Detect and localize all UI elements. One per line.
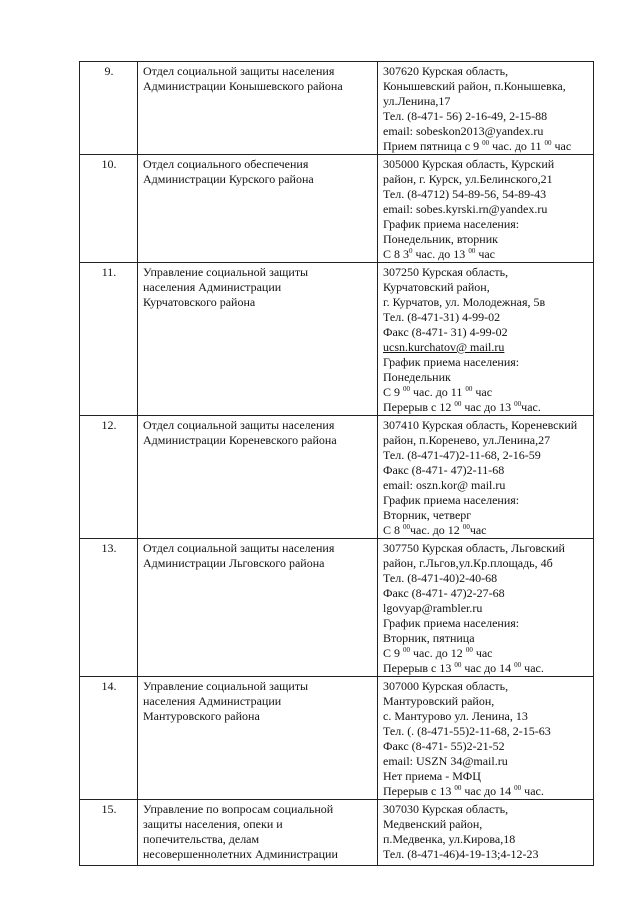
address-line: район, г. Курск, ул.Белинского,21 xyxy=(383,172,553,186)
department-name xyxy=(138,416,378,539)
address-line: Курчатовский район, xyxy=(383,280,490,294)
schedule-days: Понедельник, вторник xyxy=(383,232,498,246)
minutes-sup: 00 xyxy=(468,247,476,255)
name-line: Управление социальной защиты xyxy=(143,265,309,279)
row-number: 10. xyxy=(80,155,138,263)
schedule-text: С 8 xyxy=(383,523,404,537)
schedule-text: час. до 11 xyxy=(410,385,466,399)
phone-line: Тел. (8-471-46)4-19-13;4-12-23 xyxy=(383,847,539,861)
name-line: Администрации Курского района xyxy=(143,172,314,186)
minutes-sup: 00 xyxy=(403,523,411,531)
row-number: 14. xyxy=(80,677,138,800)
name-line: населения Администрации xyxy=(143,280,282,294)
department-name xyxy=(138,62,378,155)
fax-line: Факс (8-471- 47)2-27-68 xyxy=(383,586,505,600)
address-line: г. Курчатов, ул. Молодежная, 5в xyxy=(383,295,546,309)
phone-line: Тел. (8-4712) 54-89-56, 54-89-43 xyxy=(383,187,547,201)
address-line: район, г.Льгов,ул.Кр.площадь, 4б xyxy=(383,556,553,570)
schedule-text: С 8 3 xyxy=(383,247,410,261)
address-line: 307750 Курская область, Льговский xyxy=(383,541,565,555)
minutes-sup: 00 xyxy=(514,661,522,669)
name-line: Отдел социальной защиты населения xyxy=(143,541,335,555)
address-contacts xyxy=(378,263,594,416)
minutes-sup: 00 xyxy=(482,139,490,147)
schedule-line xyxy=(383,523,589,538)
row-number: 13. xyxy=(80,539,138,677)
minutes-sup: 00 xyxy=(544,139,552,147)
row-number: 11. xyxy=(80,263,138,416)
table-row xyxy=(80,416,594,539)
name-line: защиты населения, опеки и xyxy=(143,817,283,831)
minutes-sup: 0 xyxy=(409,247,413,255)
table-row xyxy=(80,539,594,677)
schedule-text: час. до 12 xyxy=(410,523,463,537)
email-line: lgovyap@rambler.ru xyxy=(383,601,483,615)
schedule-days: Вторник, четверг xyxy=(383,508,472,522)
name-line: несовершеннолетних Администрации xyxy=(143,847,338,861)
name-line: Администрации Льговского района xyxy=(143,556,325,570)
schedule-line xyxy=(383,385,589,400)
schedule-days: Понедельник xyxy=(383,370,451,384)
minutes-sup: 00 xyxy=(462,523,470,531)
schedule-text: С 9 xyxy=(383,385,404,399)
name-line: Администрации Кореневского района xyxy=(143,433,337,447)
name-line: Отдел социального обеспечения xyxy=(143,157,309,171)
row-number: 15. xyxy=(80,800,138,866)
schedule-text: С 9 xyxy=(383,646,404,660)
name-line: населения Администрации xyxy=(143,694,282,708)
break-line xyxy=(383,661,589,676)
minutes-sup: 00 xyxy=(454,784,462,792)
phone-line: Тел. (8-471-40)2-40-68 xyxy=(383,571,498,585)
address-line: район, п.Коренево, ул.Ленина,27 xyxy=(383,433,551,447)
address-line: 307250 Курская область, xyxy=(383,265,509,279)
email-line: email: USZN 34@mail.ru xyxy=(383,754,508,768)
break-text: час до 13 xyxy=(461,400,515,414)
break-text: час. xyxy=(521,400,541,414)
address-contacts xyxy=(378,155,594,263)
address-line: Медвенский район, xyxy=(383,817,483,831)
minutes-sup: 00 xyxy=(465,385,473,393)
schedule-heading: График приема населения: xyxy=(383,355,520,369)
email-line: email: sobeskon2013@yandex.ru xyxy=(383,124,544,138)
fax-line: Факс (8-471- 47)2-11-68 xyxy=(383,463,505,477)
name-line: попечительства, делам xyxy=(143,832,260,846)
schedule-text: час. до 11 xyxy=(489,139,545,153)
address-line: Мантуровский район, xyxy=(383,694,495,708)
fax-line: Факс (8-471- 31) 4-99-02 xyxy=(383,325,508,339)
address-line: с. Мантурово ул. Ленина, 13 xyxy=(383,709,528,723)
schedule-text: час. до 13 xyxy=(412,247,469,261)
address-contacts xyxy=(378,800,594,866)
address-contacts xyxy=(378,539,594,677)
phone-line: Тел. (. (8-471-55)2-11-68, 2-15-63 xyxy=(383,724,551,738)
address-line: 307620 Курская область, xyxy=(383,64,509,78)
email-line: email: oszn.kor@ mail.ru xyxy=(383,478,506,492)
phone-line: Тел. (8-471- 56) 2-16-49, 2-15-88 xyxy=(383,109,548,123)
schedule-note: Нет приема - МФЦ xyxy=(383,769,481,783)
contacts-table xyxy=(79,61,594,866)
break-text: час. xyxy=(521,661,544,675)
schedule-text: час xyxy=(475,247,495,261)
schedule-line xyxy=(383,139,589,154)
row-number: 12. xyxy=(80,416,138,539)
minutes-sup: 00 xyxy=(454,661,462,669)
department-name xyxy=(138,155,378,263)
break-text: Перерыв с 12 xyxy=(383,400,455,414)
name-line: Администрации Конышевского района xyxy=(143,79,343,93)
table-row xyxy=(80,263,594,416)
address-line: 307000 Курская область, xyxy=(383,679,509,693)
minutes-sup: 00 xyxy=(403,385,411,393)
minutes-sup: 00 xyxy=(403,646,411,654)
row-number: 9. xyxy=(80,62,138,155)
schedule-days: Вторник, пятница xyxy=(383,631,475,645)
table-row xyxy=(80,62,594,155)
minutes-sup: 00 xyxy=(514,784,522,792)
address-contacts xyxy=(378,62,594,155)
break-line xyxy=(383,400,589,415)
address-line: 307410 Курская область, Кореневский xyxy=(383,418,578,432)
break-text: час до 14 xyxy=(461,784,515,798)
email-line: email: sobes.kyrski.rn@yandex.ru xyxy=(383,202,548,216)
department-name xyxy=(138,263,378,416)
schedule-heading: График приема населения: xyxy=(383,217,520,231)
address-line: 305000 Курская область, Курский xyxy=(383,157,555,171)
schedule-heading: График приема населения: xyxy=(383,616,520,630)
name-line: Отдел социальной защиты населения xyxy=(143,64,335,78)
address-contacts xyxy=(378,677,594,800)
email-line: ucsn.kurchatov@ mail.ru xyxy=(383,340,505,354)
schedule-text: Прием пятница с 9 xyxy=(383,139,483,153)
minutes-sup: 00 xyxy=(454,400,462,408)
name-line: Курчатовского района xyxy=(143,295,256,309)
break-text: час. xyxy=(521,784,544,798)
phone-line: Тел. (8-471-31) 4-99-02 xyxy=(383,310,501,324)
department-name xyxy=(138,800,378,866)
table-row xyxy=(80,155,594,263)
name-line: Мантуровского района xyxy=(143,709,260,723)
department-name xyxy=(138,539,378,677)
address-line: п.Медвенка, ул.Кирова,18 xyxy=(383,832,516,846)
minutes-sup: 00 xyxy=(465,646,473,654)
fax-line: Факс (8-471- 55)2-21-52 xyxy=(383,739,505,753)
table-row xyxy=(80,800,594,866)
name-line: Управление социальной защиты xyxy=(143,679,309,693)
break-text: Перерыв с 13 xyxy=(383,784,455,798)
department-name xyxy=(138,677,378,800)
name-line: Отдел социальной защиты населения xyxy=(143,418,335,432)
address-line: 307030 Курская область, xyxy=(383,802,509,816)
table-row xyxy=(80,677,594,800)
schedule-text: час xyxy=(472,385,493,399)
schedule-line xyxy=(383,646,589,661)
phone-line: Тел. (8-471-47)2-11-68, 2-16-59 xyxy=(383,448,541,462)
schedule-line xyxy=(383,247,589,262)
break-line xyxy=(383,784,589,799)
minutes-sup: 00 xyxy=(514,400,522,408)
break-text: час до 14 xyxy=(461,661,515,675)
break-text: Перерыв с 13 xyxy=(383,661,455,675)
schedule-text: час xyxy=(472,646,493,660)
name-line: Управление по вопросам социальной xyxy=(143,802,334,816)
schedule-text: час xyxy=(551,139,572,153)
address-line: ул.Ленина,17 xyxy=(383,94,451,108)
address-line: Конышевский район, п.Конышевка, xyxy=(383,79,566,93)
schedule-text: час xyxy=(469,523,487,537)
schedule-text: час. до 12 xyxy=(410,646,466,660)
schedule-heading: График приема населения: xyxy=(383,493,520,507)
address-contacts xyxy=(378,416,594,539)
